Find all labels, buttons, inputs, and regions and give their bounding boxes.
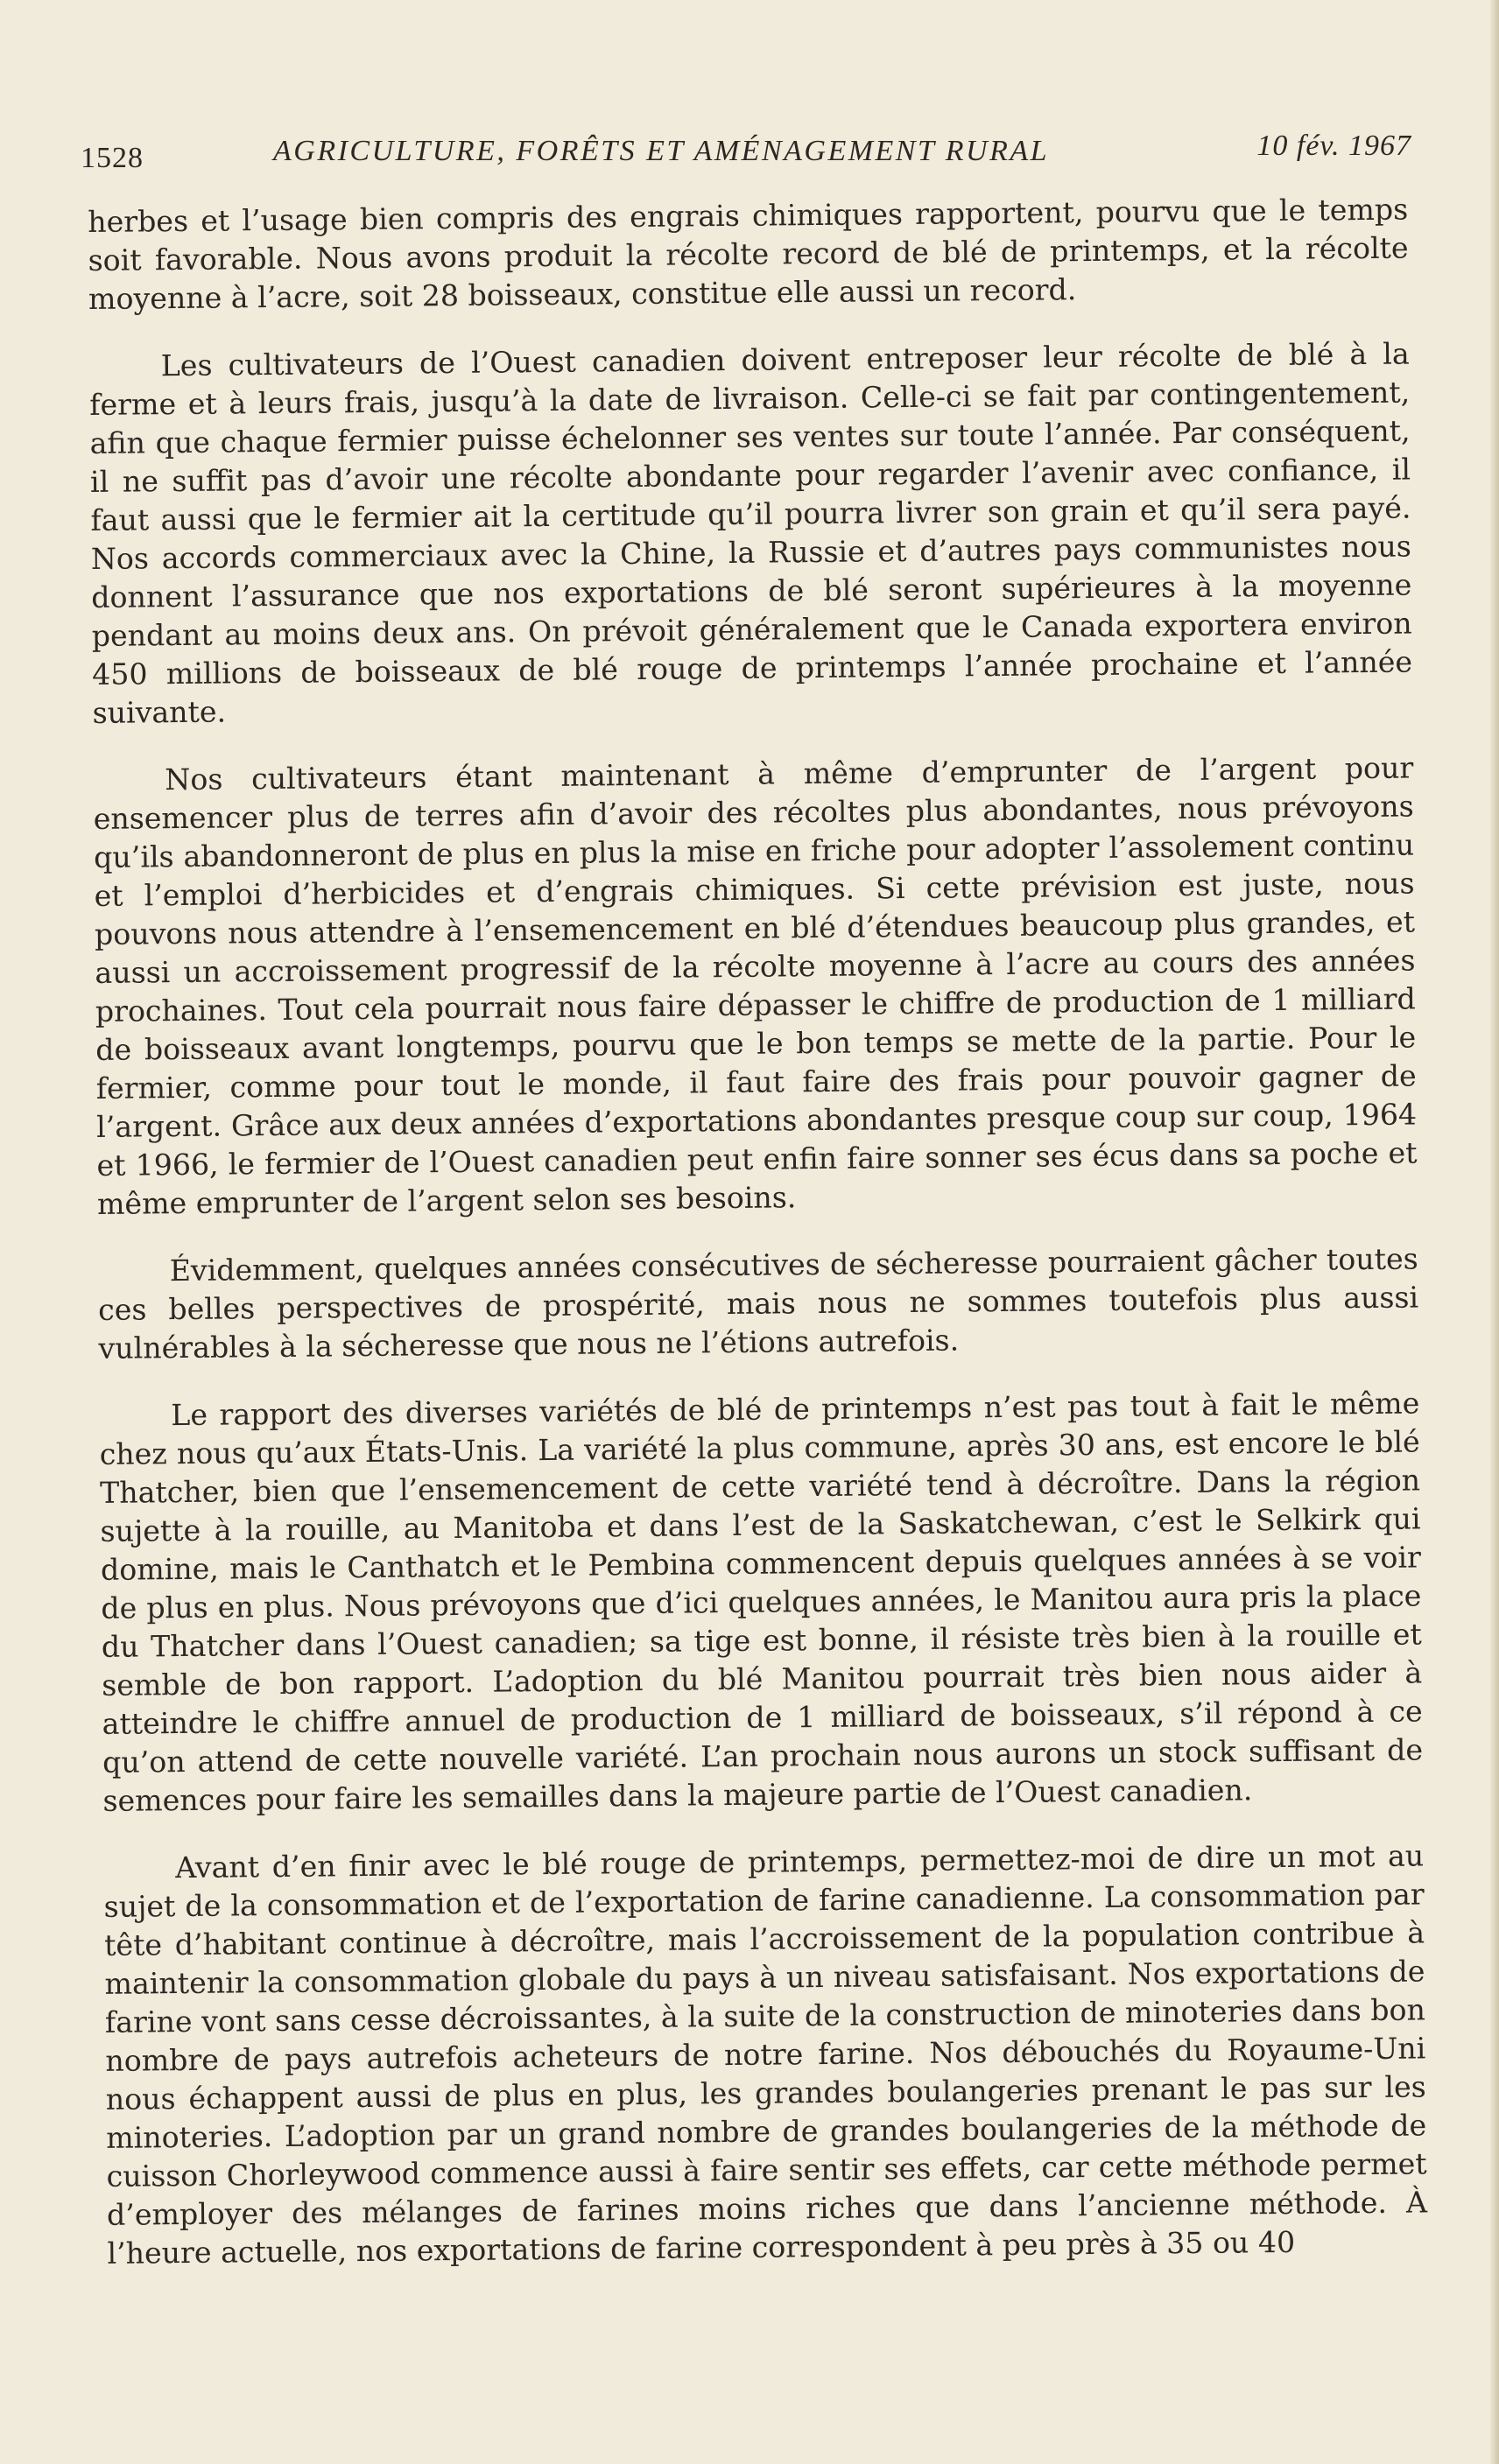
paragraph: Avant d’en finir avec le blé rouge de printemps, permettez-moi de dire un mot au sujet de la consommation et de l’exportation de farine canadienne. La consommation par tête d’habitant continue à décroître, mais l’accroissement de la population contribue à maintenir la consommation globale du pays à un niveau satisfaisant. Nos exportations de farine vont sans cesse décroissantes, à la suite de la construction de minoteries dans bon nombre de pays autrefois acheteurs de notre farine. Nos débouchés du Royaume-Uni nous échappent aussi de plus en plus, les grandes boulangeries prenant le pas sur les minoteries. L’adoption par un grand nombre de grandes boulangeries de la méthode de cuisson Chorleywood commence aussi à faire sentir ses effets, car cette méthode permet d’employer des mélanges de farines moins riches que dans l’ancienne méthode. À l’heure actuelle, nos exportations de farine correspondent à peu près à 35 ou 40 — [103, 1838, 1428, 2271]
paragraph: Le rapport des diverses variétés de blé de printemps n’est pas tout à fait le même chez nous qu’aux États-Unis. La variété la plus commune, après 30 ans, est encore le blé Thatcher, bien que l’ensemencement de cette variété tend à décroître. Dans la région sujette à la rouille, au Manitoba et dans l’est de la Saskatchewan, c’est le Selkirk qui domine, mais le Canthatch et le Pembina commencent depuis quelques années à se voir de plus en plus. Nous prévoyons que d’ici quelques années, le Manitou aura pris la place du Thatcher dans l’Ouest canadien; sa tige est bonne, il résiste très bien à la rouille et semble de bon rapport. L’adoption du blé Manitou pourrait très bien nous aider à atteindre le chiffre annuel de production de 1 milliard de boisseaux, s’il répond à ce qu’on attend de cette nouvelle variété. L’an prochain nous aurons un stock suffisant de semences pour faire les semailles dans la majeure partie de l’Ouest canadien. — [99, 1386, 1424, 1818]
paragraph: Nos cultivateurs étant maintenant à même d’emprunter de l’argent pour ensemencer plus de terres afin d’avoir des récoltes plus abondantes, nous prévoyons qu’ils abandonneront de plus en plus la mise en friche pour adopter l’assolement continu et l’emploi d’herbicides et d’engrais chimiques. Si cette prévision est juste, nous pouvons nous attendre à l’ensemencement en blé d’étendues beaucoup plus grandes, et aussi un accroissement progressif de la récolte moyenne à l’acre au cours des années prochaines. Tout cela pourrait nous faire dépasser le chiffre de production de 1 milliard de boisseaux avant longtemps, pourvu que le bon temps se mette de la partie. Pour le fermier, comme pour tout le monde, il faut faire des frais pour pouvoir gagner de l’argent. Grâce aux deux années d’exportations abondantes presque coup sur coup, 1964 et 1966, le fermier de l’Ouest canadien peut enfin faire sonner ses écus dans sa poche et même emprunter de l’argent selon ses besoins. — [93, 750, 1418, 1221]
page-header — [81, 130, 1411, 182]
running-title: AGRICULTURE, FORÊTS ET AMÉNAGEMENT RURAL — [273, 135, 1050, 167]
paragraph: Les cultivateurs de l’Ouest canadien doivent entreposer leur récolte de blé à la ferme et à leurs frais, jusqu’à la date de livraison. Celle-ci se fait par contingentement, afin que chaque fermier puisse échelonner ses ventes sur toute l’année. Par conséquent, il ne suffit pas d’avoir une récolte abondante pour regarder l’avenir avec confiance, il faut aussi que le fermier ait la certitude qu’il pourra livrer son grain et qu’il sera payé. Nos accords commerciaux avec la Chine, la Russie et d’autres pays communistes nous donnent l’assurance que nos exportations de blé seront supérieures à la moyenne pendant au moins deux ans. On prévoit généralement que le Canada exportera environ 450 millions de boisseaux de blé rouge de printemps l’année prochaine et l’année suivante. — [89, 336, 1413, 730]
page-number: 1528 — [81, 142, 144, 174]
paragraph: Évidemment, quelques années consécutives de sécheresse pourraient gâcher toutes ces belles perspectives de prospérité, mais nous ne sommes toutefois plus aussi vulnérables à la sécheresse que nous ne l’étions autrefois. — [97, 1241, 1419, 1365]
header-date: 10 fév. 1967 — [1256, 130, 1411, 162]
page-edge — [1490, 0, 1499, 2464]
body-text — [88, 191, 1428, 2302]
paragraph: herbes et l’usage bien compris des engrais chimiques rapportent, pourvu que le temps soit favorable. Nous avons produit la récolte record de blé de printemps, et la récolte moyenne à l’acre, soit 28 boisseaux, constitue elle aussi un record. — [88, 192, 1409, 316]
